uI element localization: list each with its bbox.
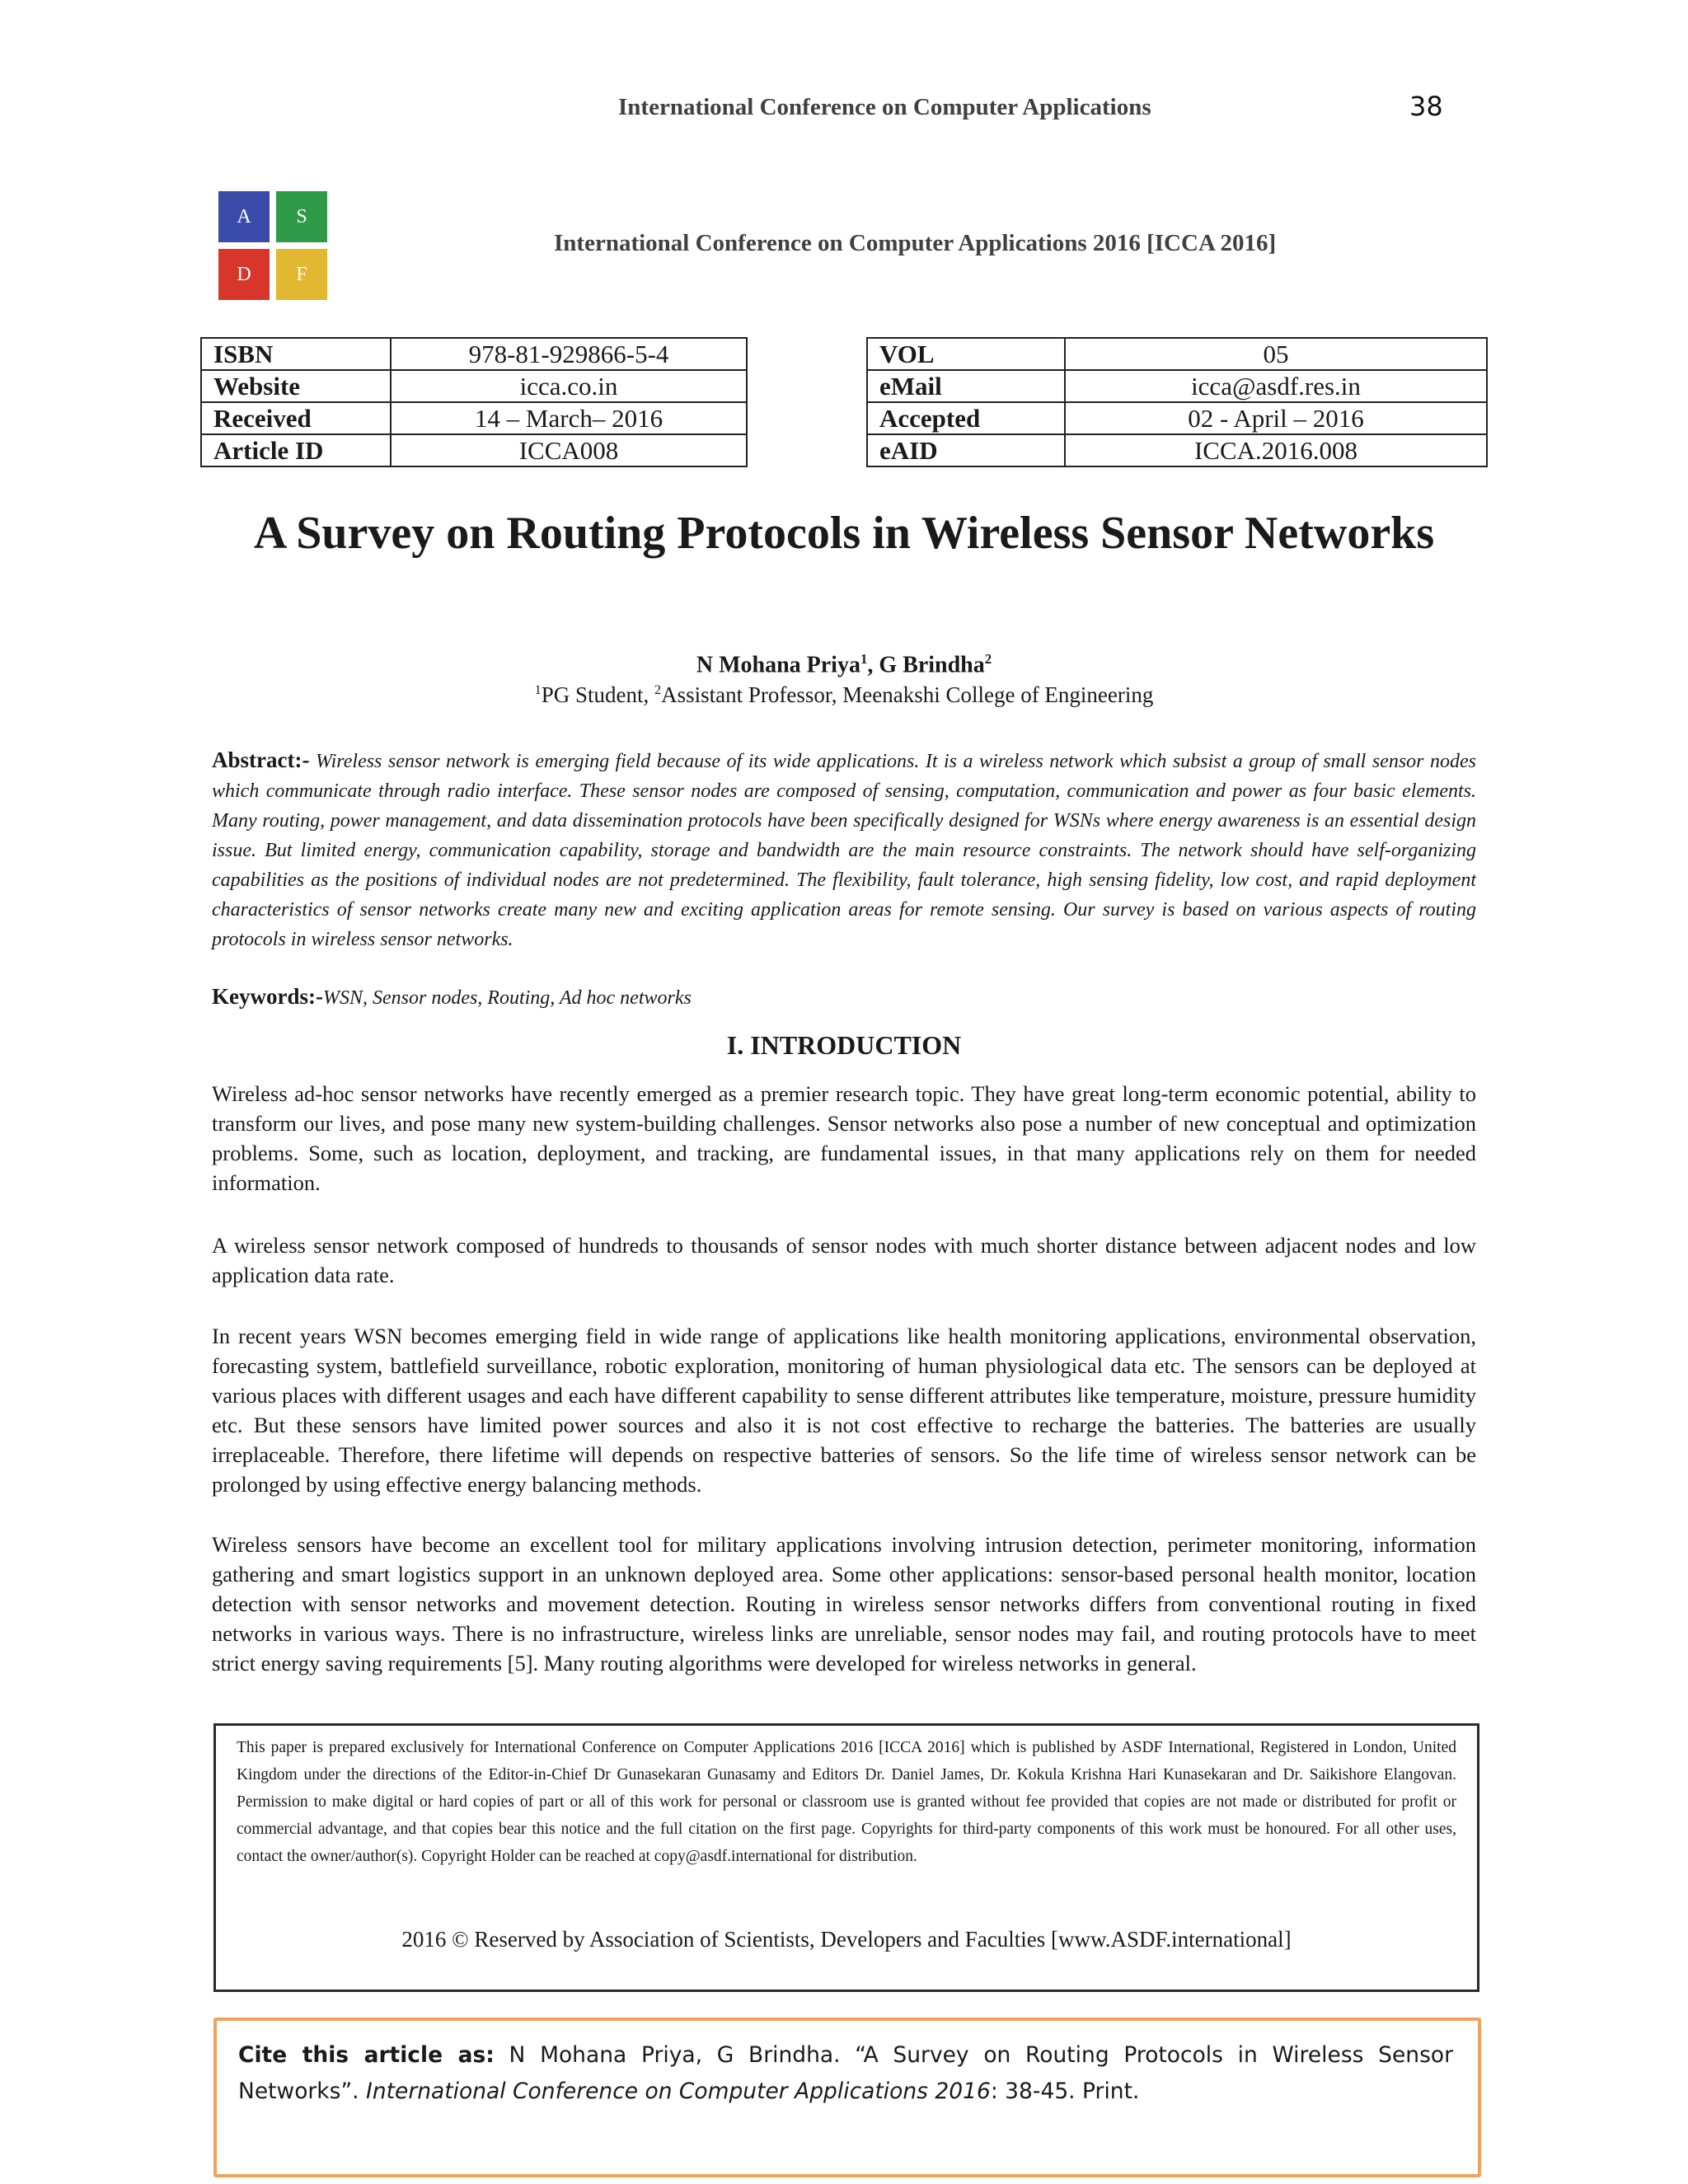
table-row bbox=[867, 434, 1487, 466]
metadata-table-left bbox=[200, 337, 748, 467]
table-row bbox=[867, 338, 1487, 370]
keywords-text: WSN, Sensor nodes, Routing, Ad hoc networks bbox=[322, 987, 692, 1009]
meta-key: Website bbox=[201, 370, 391, 402]
logo-letter-d: D bbox=[218, 249, 270, 300]
meta-value: icca@asdf.res.in bbox=[1065, 370, 1487, 402]
affiliation-line bbox=[247, 682, 1441, 708]
meta-key: eMail bbox=[867, 370, 1065, 402]
affiliation-superscript: 1 bbox=[534, 682, 542, 697]
keywords bbox=[212, 984, 1476, 1010]
author-name: N Mohana Priya bbox=[696, 652, 860, 678]
meta-key: ISBN bbox=[201, 338, 391, 370]
body-paragraph: Wireless sensors have become an excellent tool for military applications involving intrusion detection, perimeter monitoring, information gathering and smart logistics support in an unknown deployed area. Some other applications: sensor-based personal health monitor, location detection with sensor networks and movement detection. Routing in wireless sensor networks differs from conventional routing in fixed networks in various ways. There is no infrastructure, wireless links are unreliable, sensor nodes may fail, and routing protocols have to meet strict energy saving requirements [5]. Many routing algorithms were developed for wireless networks in general. bbox=[212, 1532, 1476, 1675]
meta-value: ICCA008 bbox=[391, 434, 747, 466]
meta-key: Received bbox=[201, 402, 391, 434]
body-paragraph: A wireless sensor network composed of hundreds to thousands of sensor nodes with much shorter distance between adjacent nodes and low application data rate. bbox=[212, 1233, 1476, 1287]
author-superscript: 1 bbox=[860, 651, 868, 667]
table-row bbox=[867, 402, 1487, 434]
affiliation-text: Assistant Professor, Meenakshi College of Engineering bbox=[661, 682, 1154, 707]
citation-pages: : 38-45. Print. bbox=[990, 2079, 1140, 2104]
section-heading: I. INTRODUCTION bbox=[726, 1030, 962, 1060]
author-line bbox=[247, 651, 1441, 678]
author-name: G Brindha bbox=[879, 652, 985, 678]
author-superscript: 2 bbox=[984, 651, 992, 667]
meta-key: Accepted bbox=[867, 402, 1065, 434]
citation-text-block bbox=[238, 2037, 1453, 2110]
meta-key: eAID bbox=[867, 434, 1065, 466]
meta-key: VOL bbox=[867, 338, 1065, 370]
running-title: International Conference on Computer Applications bbox=[618, 94, 1151, 120]
metadata-table-right bbox=[866, 337, 1488, 467]
notice-text: This paper is prepared exclusively for International Conference on Computer Applications 2016 [ICCA 2016] which is published by ASDF International, Registered in London, United Kingdom under the directions of the Editor-in-Chief Dr Gunasekaran Gunasamy and Editors Dr. Daniel James, Dr. Kokula Krishna Hari Kunasekaran and Dr. Saikishore Elangovan. Permission to make digital or hard copies of part or all of this work for personal or classroom use is granted without fee provided that copies are not made or distributed for profit or commercial advantage, and that copies bear this notice and the full citation on the first page. Copyrights for third-party components of this work must be honoured. For all other uses, contact the owner/author(s). Copyright Holder can be reached at copy@asdf.international for distribution. bbox=[237, 1739, 1456, 1865]
page-number: 38 bbox=[1409, 91, 1443, 122]
asdf-logo bbox=[218, 191, 329, 302]
author-separator: , bbox=[867, 652, 879, 678]
table-row bbox=[201, 434, 747, 466]
meta-value: ICCA.2016.008 bbox=[1065, 434, 1487, 466]
citation-label: Cite this article as: bbox=[238, 2042, 495, 2068]
abstract-text: Wireless sensor network is emerging field because of its wide applications. It is a wireless network which subsist a group of small sensor nodes which communicate through radio interface. These sensor nodes are composed of sensing, computation, communication and power as four basic elements. Many routing, power management, and data dissemination protocols have been specifically designed for WSNs where energy awareness is an essential design issue. But limited energy, communication capability, storage and bandwidth are the main resource constraints. The network should have self-organizing capabilities as the positions of individual nodes are not predetermined. The flexibility, fault tolerance, high sensing fidelity, low cost, and rapid deployment characteristics of sensor networks create many new and exciting application areas for remote sensing. Our survey is based on various aspects of routing protocols in wireless sensor networks. bbox=[212, 751, 1476, 950]
copyright-notice-box bbox=[213, 1723, 1479, 1992]
meta-value: icca.co.in bbox=[391, 370, 747, 402]
logo-letter-s: S bbox=[276, 191, 327, 242]
abstract bbox=[212, 745, 1476, 954]
meta-value: 02 - April – 2016 bbox=[1065, 402, 1487, 434]
table-row bbox=[201, 338, 747, 370]
keywords-label: Keywords:- bbox=[212, 984, 323, 1009]
logo-letter-f: F bbox=[276, 249, 327, 300]
table-row bbox=[867, 370, 1487, 402]
body-paragraph: Wireless ad-hoc sensor networks have recently emerged as a premier research topic. They have great long-term economic potential, ability to transform our lives, and pose many new system-building challenges. Sensor networks also pose a number of new conceptual and optimization problems. Some, such as location, deployment, and tracking, are fundamental issues, in that many applications rely on them for needed information. bbox=[212, 1081, 1476, 1195]
affiliation-superscript: 2 bbox=[654, 682, 662, 697]
copyright-line: 2016 © Reserved by Association of Scientists, Developers and Faculties [www.ASDF.international] bbox=[401, 1927, 1292, 1952]
conference-line: International Conference on Computer Applications 2016 [ICCA 2016] bbox=[554, 230, 1277, 256]
paper-title: A Survey on Routing Protocols in Wireless Sensor Networks bbox=[253, 508, 1435, 559]
logo-letter-a: A bbox=[218, 191, 270, 242]
meta-value: 14 – March– 2016 bbox=[391, 402, 747, 434]
meta-value: 05 bbox=[1065, 338, 1487, 370]
affiliation-text: PG Student, bbox=[541, 682, 654, 707]
body-paragraph: In recent years WSN becomes emerging field in wide range of applications like health monitoring applications, environmental observation, forecasting system, battlefield surveillance, robotic exploration, monitoring of human physiological data etc. The sensors can be deployed at various places with different usages and each have different capability to sense different attributes like temperature, moisture, pressure humidity etc. But these sensors have limited power sources and also it is not cost effective to recharge the batteries. The batteries are usually irreplaceable. Therefore, there lifetime will depends on respective batteries of sensors. So the life time of wireless sensor network can be prolonged by using effective energy balancing methods. bbox=[212, 1324, 1476, 1497]
citation-text: N Mohana Priya, G Brindha. “A Survey on Routing Protocols in Wireless Sensor Networks”. bbox=[238, 2042, 1453, 2104]
citation-box bbox=[213, 2018, 1481, 2177]
meta-value: 978-81-929866-5-4 bbox=[391, 338, 747, 370]
abstract-label: Abstract:- bbox=[212, 748, 310, 772]
table-row bbox=[201, 402, 747, 434]
table-row bbox=[201, 370, 747, 402]
meta-key: Article ID bbox=[201, 434, 391, 466]
citation-venue: International Conference on Computer Applications 2016 bbox=[366, 2079, 991, 2104]
